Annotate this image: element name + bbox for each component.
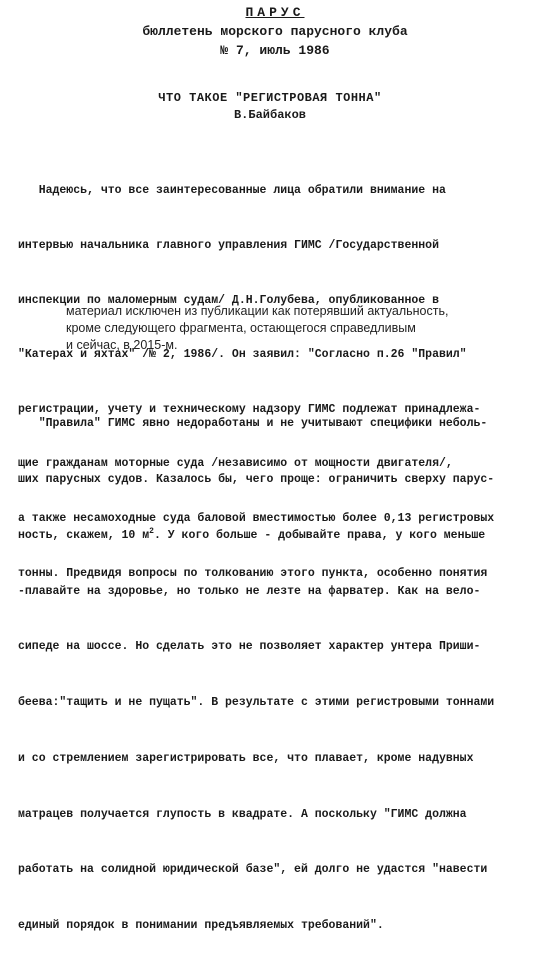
superscript-exponent: 2: [149, 526, 154, 536]
text-line: работать на солидной юридической базе", ей долго не удастся "навести: [18, 863, 488, 877]
text-segment: . У кого больше - добывайте права, у кого меньше: [153, 528, 486, 542]
text-line: ших парусных судов. Казалось бы, чего проще: ограничить сверху парус-: [18, 472, 495, 486]
text-line: Надеюсь, что все заинтересованные лица обратили внимание на: [18, 184, 446, 198]
text-line: "Правила" ГИМС явно недоработаны и не учитывают специфики неболь-: [18, 417, 488, 431]
text-line: инспекции по маломерным судам/ Д.Н.Голубева, опубликованное в: [18, 293, 439, 307]
text-line: интервью начальника главного управления ГИМС /Государственной: [18, 239, 439, 253]
editor-note: [66, 303, 536, 354]
text-segment: ность, скажем, 10 м: [18, 528, 150, 542]
text-line: регистрации, учету и техническому надзору ГИМС подлежат принадлежа-: [18, 402, 481, 416]
article-title: ЧТО ТАКОЕ "РЕГИСТРОВАЯ ТОННА": [158, 91, 382, 105]
bulletin-subtitle: бюллетень морского парусного клуба: [142, 24, 408, 39]
text-line: -плавайте на здоровье, но только не лезте на фарватер. Как на вело-: [18, 584, 481, 598]
text-line: беева:"тащить и не пущать". В результате с этими регистровыми тоннами: [18, 696, 495, 710]
fragment-paragraph: [18, 378, 548, 973]
text-line: тонны. Предвидя вопросы по толкованию этого пункта, особенно понятия: [18, 566, 488, 580]
bulletin-issue: № 7, июль 1986: [220, 43, 330, 58]
note-line: материал исключен из публикации как потерявший актуальность,: [66, 304, 449, 318]
text-line: щие гражданам моторные суда /независимо от мощности двигателя/,: [18, 457, 453, 471]
bulletin-title: ПАРУС: [245, 5, 305, 20]
text-line: матрацев получается глупость в квадрате. А поскольку "ГИМС должна: [18, 807, 467, 821]
text-line: "Катерах и яхтах" /№ 2, 1986/. Он заявил: "Согласно п.26 "Правил": [18, 348, 467, 362]
text-line: и со стремлением зарегистрировать все, что плавает, кроме надувных: [18, 751, 474, 765]
article-author: В.Байбаков: [233, 108, 306, 122]
text-line: сипеде на шоссе. Но сделать это не позволяет характер унтера Приши-: [18, 640, 481, 654]
text-line: а также несамоходные суда баловой вместимостью более 0,13 регистровых: [18, 512, 495, 526]
text-line: единый порядок в понимании предъявляемых требований".: [18, 919, 384, 933]
text-line-with-superscript: [18, 527, 548, 546]
note-line: кроме следующего фрагмента, остающегося справедливым: [66, 321, 416, 335]
note-line: и сейчас, в 2015-м.: [66, 338, 178, 352]
